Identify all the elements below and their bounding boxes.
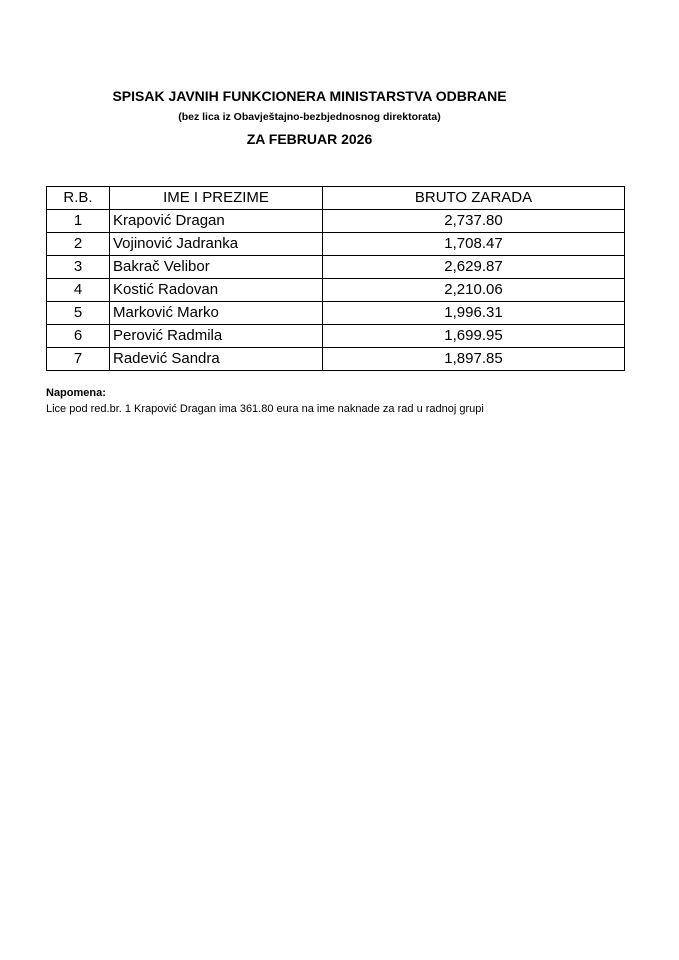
row-rb: 5 xyxy=(47,302,110,325)
table-row xyxy=(47,279,625,302)
row-rb: 6 xyxy=(47,325,110,348)
row-name: Krapović Dragan xyxy=(110,210,323,233)
document-title: SPISAK JAVNIH FUNKCIONERA MINISTARSTVA ODBRANE xyxy=(112,88,507,104)
row-name: Marković Marko xyxy=(110,302,323,325)
row-amount: 1,897.85 xyxy=(323,348,625,371)
row-amount: 1,699.95 xyxy=(323,325,625,348)
row-name: Bakrač Velibor xyxy=(110,256,323,279)
row-amount: 1,996.31 xyxy=(323,302,625,325)
row-name: Kostić Radovan xyxy=(110,279,323,302)
document-period: ZA FEBRUAR 2026 xyxy=(246,131,373,147)
table-row xyxy=(47,348,625,371)
table-row xyxy=(47,233,625,256)
note-label: Napomena: xyxy=(46,387,106,399)
header-rb: R.B. xyxy=(47,187,110,210)
document-subtitle: (bez lica iz Obavještajno-bezbjednosnog direktorata) xyxy=(178,111,441,123)
row-name: Perović Radmila xyxy=(110,325,323,348)
header-name: IME I PREZIME xyxy=(110,187,323,210)
row-rb: 3 xyxy=(47,256,110,279)
officials-table xyxy=(46,186,625,371)
row-name: Radević Sandra xyxy=(110,348,323,371)
table-row xyxy=(47,302,625,325)
row-rb: 7 xyxy=(47,348,110,371)
row-rb: 2 xyxy=(47,233,110,256)
header-amount: BRUTO ZARADA xyxy=(323,187,625,210)
row-rb: 1 xyxy=(47,210,110,233)
table-header-row xyxy=(47,187,625,210)
note-text: Lice pod red.br. 1 Krapović Dragan ima 361.80 eura na ime naknade za rad u radnoj grupi xyxy=(46,403,484,415)
row-amount: 2,629.87 xyxy=(323,256,625,279)
row-rb: 4 xyxy=(47,279,110,302)
table-row xyxy=(47,256,625,279)
table-row xyxy=(47,210,625,233)
row-name: Vojinović Jadranka xyxy=(110,233,323,256)
row-amount: 2,210.06 xyxy=(323,279,625,302)
row-amount: 1,708.47 xyxy=(323,233,625,256)
table-row xyxy=(47,325,625,348)
row-amount: 2,737.80 xyxy=(323,210,625,233)
